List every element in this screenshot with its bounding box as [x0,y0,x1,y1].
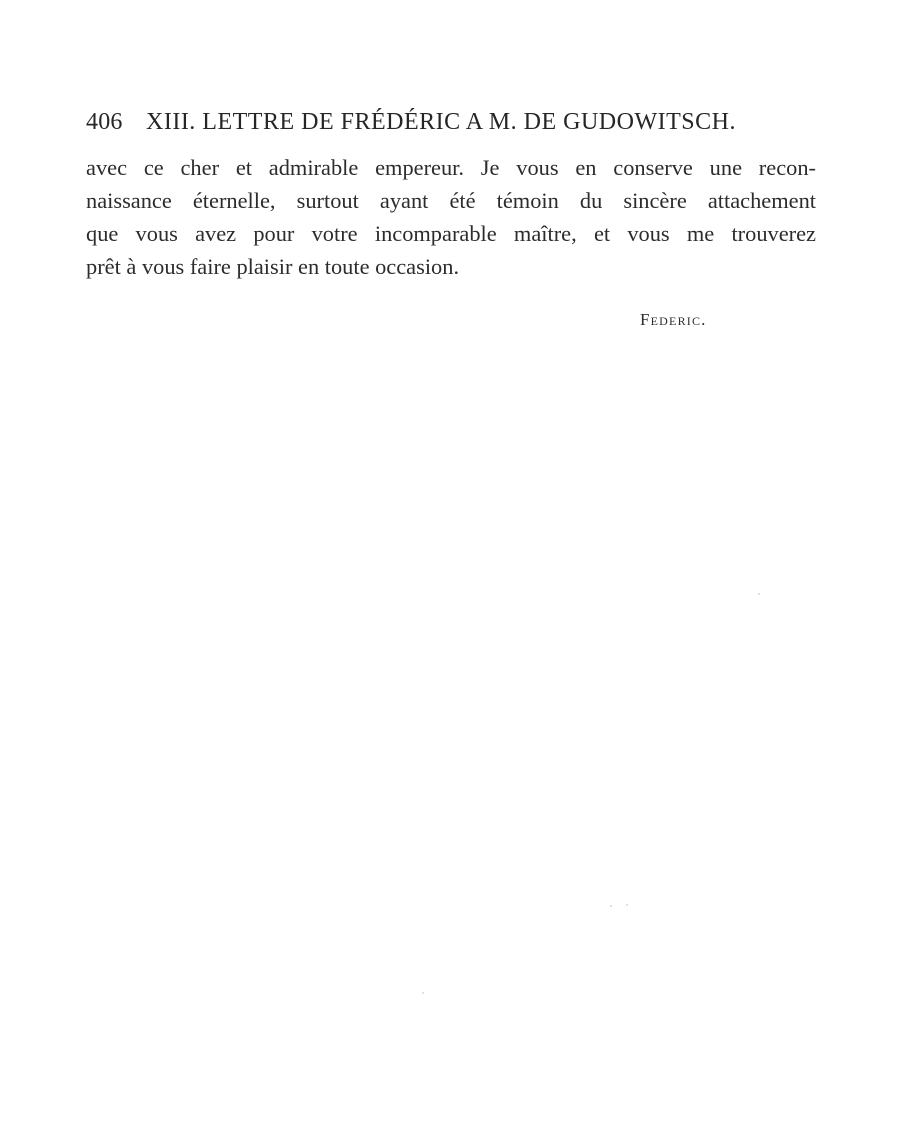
body-line-2: naissance éternelle, surtout ayant été témoin du sincère attachement [86,188,816,213]
body-line-3: que vous avez pour votre incomparable maître, et vous me trouverez [86,221,816,246]
running-title: XIII. LETTRE DE FRÉDÉRIC A M. DE GUDOWITSCH. [146,109,736,135]
paper-speck [758,593,760,595]
paper-speck [626,904,628,906]
body-line-4: prêt à vous faire plaisir en toute occasion. [86,254,460,279]
paper-speck [422,992,424,994]
running-head [86,106,816,140]
letter-body [86,151,816,283]
signature: Federic. [640,310,707,329]
paper-speck [610,905,612,907]
page-number: 406 [86,109,123,135]
body-line-1: avec ce cher et admirable empereur. Je vous en conserve une recon- [86,155,816,180]
